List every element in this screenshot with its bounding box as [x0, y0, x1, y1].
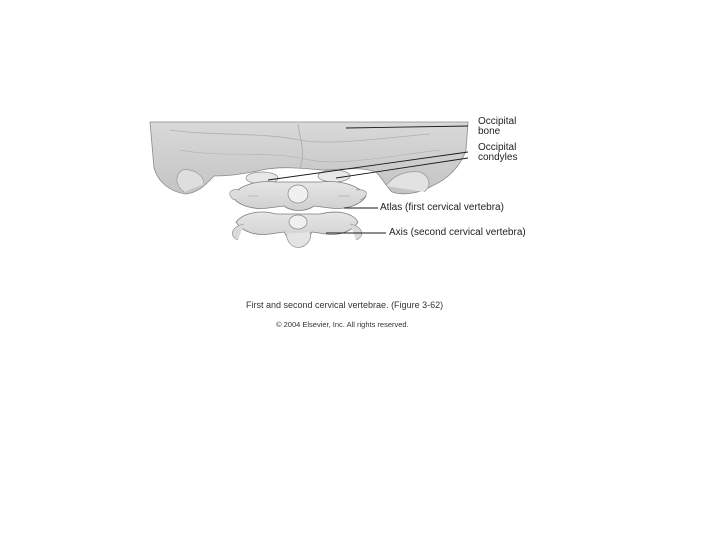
atlas-vertebra-shape [230, 182, 367, 211]
occipital-bone-label [478, 117, 516, 137]
copyright-notice: © 2004 Elsevier, Inc. All rights reserved. [276, 320, 409, 329]
occipital-bone-label-line1: Occipital [478, 116, 517, 127]
occipital-condyles-label [478, 143, 517, 163]
occipital-condyles-label-line1: Occipital [478, 142, 517, 153]
atlas-label: Atlas (first cervical vertebra) [380, 202, 504, 213]
figure-caption: First and second cervical vertebrae. (Figure 3-62) [246, 300, 444, 310]
occipital-condyles-label-line2: condyles [478, 152, 518, 163]
occipital-bone-label-line2: bone [478, 126, 501, 137]
axis-label: Axis (second cervical vertebra) [389, 227, 526, 238]
axis-vertebra-shape [232, 212, 361, 247]
